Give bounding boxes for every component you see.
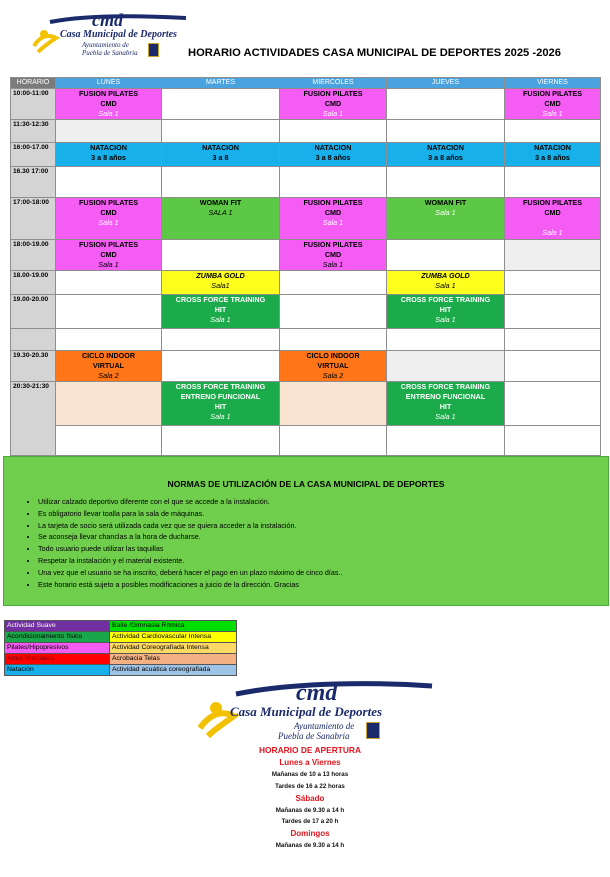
legend-category: Pilates/Hipopresivos (5, 643, 110, 654)
class-cross-force-funcional: CROSS FORCE TRAINING ENTRENO FUNCIONAL HIT Sala 1 (162, 382, 280, 426)
empty-cell (387, 89, 505, 120)
time-cell: 18.00-19.00 (11, 271, 56, 295)
saturday-evening: Tardes de 17 a 20 h (281, 818, 339, 826)
time-cell: 10:00-11:00 (11, 89, 56, 120)
opening-hours-title: HORARIO DE APERTURA (258, 745, 362, 755)
norms-list (26, 496, 342, 590)
empty-cell (162, 329, 280, 351)
class-fusion-pilates: FUSION PILATES CMD Sala 1 (56, 240, 162, 271)
table-row (11, 167, 601, 198)
col-header-viernes: VIERNES (505, 78, 601, 89)
time-cell (11, 329, 56, 351)
empty-cell (505, 426, 601, 456)
class-zumba-gold: ZUMBA GOLD Sala1 (162, 271, 280, 295)
class-ciclo-indoor: CICLO INDOOR VIRTUAL Sala 2 (56, 351, 162, 382)
table-row (11, 89, 601, 120)
empty-cell (56, 167, 162, 198)
list-item: • Todo usuario puede utilizar las taquillas (38, 543, 342, 555)
empty-cell (162, 167, 280, 198)
time-cell: 19.30-20.30 (11, 351, 56, 382)
town-seal-icon (366, 722, 380, 739)
empty-cell (162, 240, 280, 271)
empty-cell (387, 120, 505, 143)
empty-cell (162, 351, 280, 382)
cmd-logo-bottom (196, 678, 436, 740)
empty-cell (387, 351, 505, 382)
saturday-label: Sábado (295, 793, 325, 803)
empty-cell (505, 382, 601, 426)
class-natacion: NATACION 3 a 8 (162, 143, 280, 167)
class-zumba-gold: ZUMBA GOLD Sala 1 (387, 271, 505, 295)
schedule-header-row (11, 78, 601, 89)
page-title: HORARIO ACTIVIDADES CASA MUNICIPAL DE DEPORTES 2025 -2026 (188, 47, 561, 59)
empty-cell (387, 240, 505, 271)
table-row (11, 295, 601, 329)
time-cell: 18:00-19.00 (11, 240, 56, 271)
class-fusion-pilates: FUSION PILATES CMD Sala 1 (280, 89, 387, 120)
empty-cell (505, 271, 601, 295)
table-row (11, 382, 601, 426)
town-seal-icon (148, 43, 159, 57)
empty-cell (56, 329, 162, 351)
col-header-jueves: JUEVES (387, 78, 505, 89)
legend-row (5, 621, 237, 632)
table-row (11, 426, 601, 456)
weekday-evening: Tardes de 16 a 22 horas (275, 782, 345, 790)
col-header-horario: HORARIO (11, 78, 56, 89)
list-item: • Este horario está sujeto a posibles modificaciones a juicio de la dirección. Gracias (38, 579, 342, 591)
legend-category: Acondicionamiento físico (5, 632, 110, 643)
class-woman-fit: WOMAN FIT Sala 1 (387, 198, 505, 240)
col-header-miercoles: MIERCOLES (280, 78, 387, 89)
weekday-label: Lunes a Viernes (279, 758, 341, 768)
empty-cell (280, 120, 387, 143)
empty-cell (505, 120, 601, 143)
empty-cell (162, 89, 280, 120)
class-fusion-pilates: FUSION PILATES CMD Sala 1 (56, 89, 162, 120)
empty-cell (387, 329, 505, 351)
empty-cell (280, 167, 387, 198)
opening-hours (190, 740, 430, 849)
class-natacion: NATACION 3 a 8 años (56, 143, 162, 167)
empty-cell (280, 382, 387, 426)
legend-row (5, 654, 237, 665)
table-row (11, 271, 601, 295)
logo-brand-text: Casa Municipal de Deportes (230, 704, 383, 719)
empty-cell (162, 426, 280, 456)
sunday-label: Domingos (290, 829, 330, 839)
legend-category: Actividad Cardiovascular Intensa (110, 632, 237, 643)
weekday-morning: Mañanas de 10 a 13 horas (271, 771, 349, 779)
empty-cell (387, 426, 505, 456)
empty-cell (56, 120, 162, 143)
table-row (11, 198, 601, 240)
class-cross-force: CROSS FORCE TRAINING HIT Sala 1 (162, 295, 280, 329)
empty-cell (505, 295, 601, 329)
legend-category: Actividad Coreografiada Intensa (110, 643, 237, 654)
class-fusion-pilates: FUSION PILATES CMD Sala 1 (505, 89, 601, 120)
legend-category: Artes Marciales (5, 654, 110, 665)
time-cell: 17:00-18:00 (11, 198, 56, 240)
list-item: • Una vez que el usuario se ha inscrito, deberá hacer el pago en un plazo máximo de cinco días.. (38, 567, 342, 579)
empty-cell (56, 271, 162, 295)
time-cell: 19.00-20.00 (11, 295, 56, 329)
empty-cell (505, 329, 601, 351)
norms-panel (3, 456, 609, 606)
class-fusion-pilates: FUSION PILATES CMD Sala 1 (56, 198, 162, 240)
empty-cell (505, 240, 601, 271)
empty-cell (280, 426, 387, 456)
logo-brand-text: Casa Municipal de Deportes (60, 29, 177, 40)
list-item: • La tarjeta de socio será utilizada cada vez que se quiera acceder a la instalación. (38, 520, 342, 532)
time-cell: 16:00-17.00 (11, 143, 56, 167)
legend-category: Acrobacia Telas (110, 654, 237, 665)
list-item: • Es obligatorio llevar toalla para la sala de máquinas. (38, 508, 342, 520)
table-row (11, 143, 601, 167)
class-cross-force-funcional: CROSS FORCE TRAINING ENTRENO FUNCIONAL HIT Sala 1 (387, 382, 505, 426)
empty-cell (56, 382, 162, 426)
saturday-morning: Mañanas de 9.30 a 14 h (275, 806, 345, 814)
class-fusion-pilates: FUSION PILATES CMD Sala 1 (505, 198, 601, 240)
empty-cell (505, 351, 601, 382)
class-ciclo-indoor: CICLO INDOOR VIRTUAL Sala 2 (280, 351, 387, 382)
col-header-martes: MARTES (162, 78, 280, 89)
empty-cell (280, 271, 387, 295)
svg-text:cmd: cmd (296, 680, 338, 706)
empty-cell (280, 295, 387, 329)
time-cell: 11:30-12:30 (11, 120, 56, 143)
legend-category: Natación (5, 665, 110, 676)
legend-category: Baile /Gimnasia Rítmica (110, 621, 237, 632)
legend-row (5, 665, 237, 676)
legend-category: Actividad acuática coreografiada (110, 665, 237, 676)
table-row (11, 351, 601, 382)
norms-title: NORMAS DE UTILIZACIÓN DE LA CASA MUNICIPAL DE DEPORTES (167, 479, 445, 489)
class-natacion: NATACION 3 a 8 años (505, 143, 601, 167)
logo-sub-text-2: Puebla de Sanabria (82, 49, 138, 57)
table-row (11, 240, 601, 271)
logo-sub-text-1: Ayuntamiento de (82, 41, 129, 49)
class-woman-fit: WOMAN FIT SALA 1 (162, 198, 280, 240)
legend-row (5, 632, 237, 643)
cmd-logo-top (30, 12, 190, 58)
color-legend (4, 620, 237, 676)
table-row (11, 120, 601, 143)
time-cell: 16.30 17:00 (11, 167, 56, 198)
empty-cell (162, 120, 280, 143)
list-item: • Utilizar calzado deportivo diferente con el que se accede a la instalación. (38, 496, 342, 508)
list-item: • Se aconseja llevar chanclas a la hora de ducharse. (38, 531, 342, 543)
class-fusion-pilates: FUSION PILATES CMD Sala 1 (280, 240, 387, 271)
schedule-table (10, 77, 601, 456)
empty-cell (505, 167, 601, 198)
logo-sub-text-1: Ayuntamiento de (294, 721, 355, 731)
empty-cell (56, 426, 162, 456)
logo-sub-text-2: Puebla de Sanabria (278, 731, 350, 741)
class-cross-force: CROSS FORCE TRAINING HIT Sala 1 (387, 295, 505, 329)
svg-text:cmd: cmd (92, 12, 123, 30)
time-cell: 20:30-21:30 (11, 382, 56, 456)
legend-row (5, 643, 237, 654)
empty-cell (387, 167, 505, 198)
sunday-morning: Mañanas de 9.30 a 14 h (275, 842, 345, 850)
list-item: • Respetar la instalación y el material existente. (38, 555, 342, 567)
empty-cell (280, 329, 387, 351)
class-fusion-pilates: FUSION PILATES CMD Sala 1 (280, 198, 387, 240)
table-row (11, 329, 601, 351)
class-natacion: NATACION 3 a 8 años (280, 143, 387, 167)
class-natacion: NATACION 3 a 8 años (387, 143, 505, 167)
empty-cell (56, 295, 162, 329)
legend-category: Actividad Suave (5, 621, 110, 632)
col-header-lunes: LUNES (56, 78, 162, 89)
